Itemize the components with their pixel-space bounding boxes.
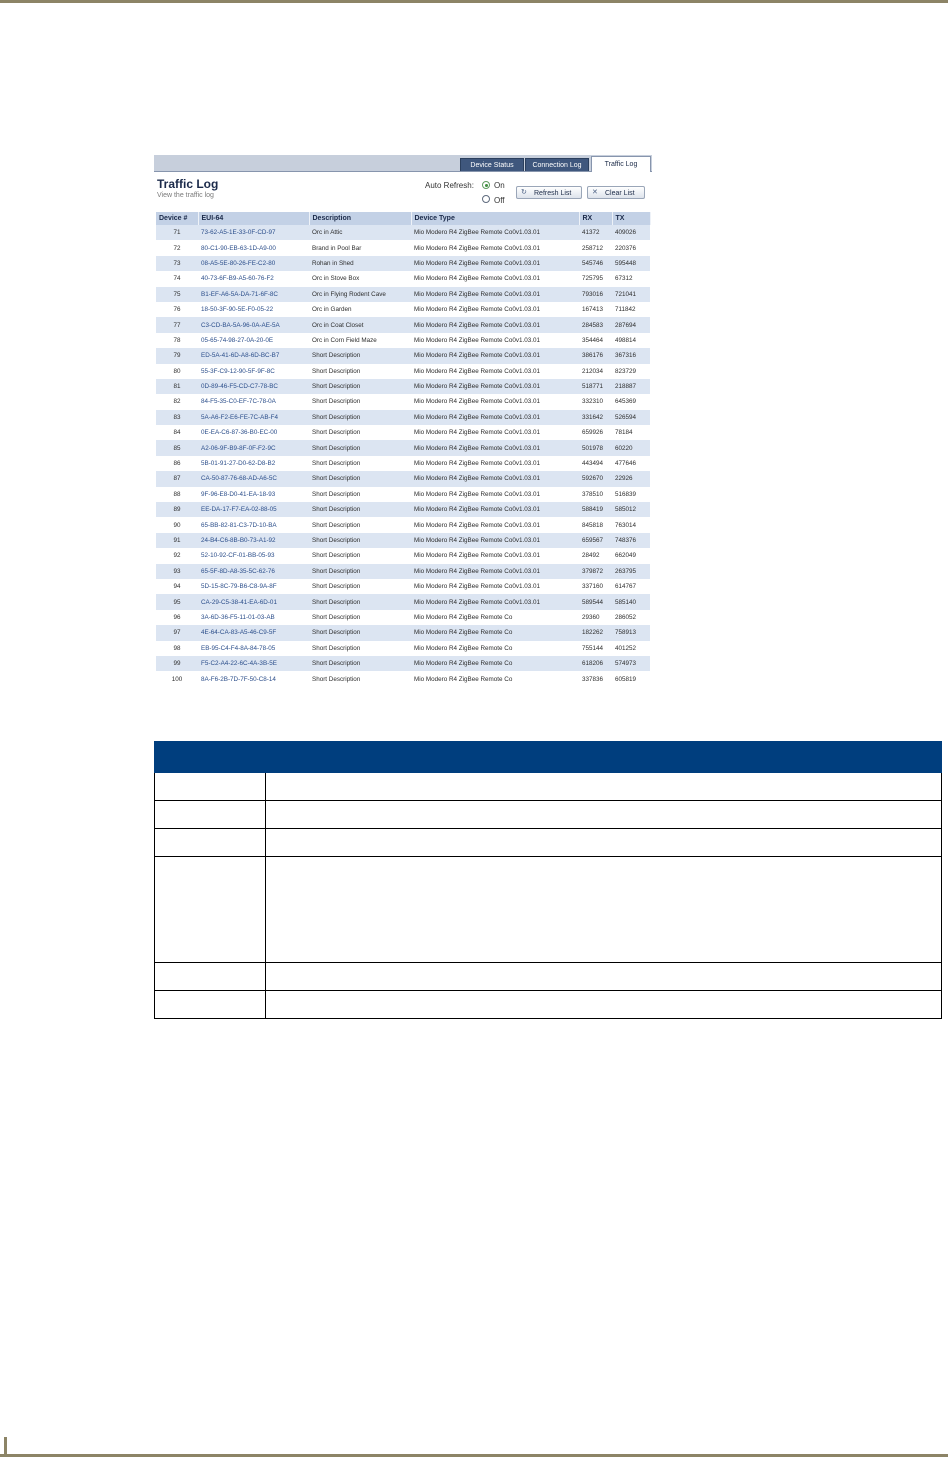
cell-device-number: 99 xyxy=(156,656,198,671)
table-row[interactable] xyxy=(156,440,650,455)
cell-device-number: 82 xyxy=(173,398,181,406)
col-description[interactable]: Description xyxy=(309,212,411,225)
cell-rx: 443494 xyxy=(582,460,604,468)
cell-tx: 67312 xyxy=(615,275,633,283)
cell-rx: 212034 xyxy=(582,367,604,375)
descriptor-label-cell xyxy=(155,963,266,991)
page-subtitle: View the traffic log xyxy=(157,192,214,199)
cell-description: Short Description xyxy=(312,429,361,437)
cell-device-type: Mio Modero R4 ZigBee Remote Co0v1.03.01 xyxy=(414,429,541,437)
table-row[interactable] xyxy=(156,364,650,379)
cell-eui64: 0D-89-46-F5-CD-C7-78-BC xyxy=(198,379,309,394)
cell-eui64: EB-95-C4-F4-8A-84-78-05 xyxy=(201,644,276,652)
cell-description: Orc in Corn Field Maze xyxy=(312,336,377,344)
cell-device-type: Mio Modero R4 ZigBee Remote Co0v1.03.01 xyxy=(411,379,579,394)
cell-description: Short Description xyxy=(312,367,361,375)
cell-device-type: Mio Modero R4 ZigBee Remote Co0v1.03.01 xyxy=(414,336,541,344)
cell-device-type: Mio Modero R4 ZigBee Remote Co0v1.03.01 xyxy=(411,256,579,271)
cell-eui64: 24-B4-C6-8B-B0-73-A1-92 xyxy=(198,533,309,548)
traffic-log-screenshot xyxy=(154,155,652,692)
table-row[interactable] xyxy=(156,394,650,409)
table-row[interactable] xyxy=(156,656,650,671)
cell-description: Short Description xyxy=(309,379,411,394)
cell-rx: 618206 xyxy=(579,656,612,671)
table-row[interactable] xyxy=(156,533,650,548)
cell-device-type: Mio Modero R4 ZigBee Remote Co0v1.03.01 xyxy=(414,490,541,498)
table-row[interactable] xyxy=(156,671,650,686)
cell-tx: 263795 xyxy=(612,564,650,579)
cell-device-number: 80 xyxy=(173,367,181,375)
table-row[interactable] xyxy=(156,271,650,286)
cell-description: Orc in Coat Closet xyxy=(309,317,411,332)
cell-description: Orc in Flying Rodent Cave xyxy=(309,287,411,302)
descriptor-table xyxy=(154,741,942,1019)
table-row[interactable] xyxy=(156,225,650,240)
cell-device-number: 87 xyxy=(156,471,198,486)
cell-device-number: 71 xyxy=(156,225,198,240)
cell-device-type: Mio Modero R4 ZigBee Remote Co0v1.03.01 xyxy=(411,502,579,517)
cell-device-number: 88 xyxy=(173,490,181,498)
table-row[interactable] xyxy=(156,471,650,486)
cell-rx: 845818 xyxy=(582,521,604,529)
cell-device-type: Mio Modero R4 ZigBee Remote Co xyxy=(414,675,513,683)
cell-tx: 748376 xyxy=(612,533,650,548)
cell-description: Short Description xyxy=(312,613,361,621)
cell-eui64: 55-3F-C9-12-90-5F-9F-8C xyxy=(201,367,275,375)
descriptor-row xyxy=(155,773,942,801)
auto-refresh-off-radio[interactable] xyxy=(482,195,490,203)
descriptor-label-cell xyxy=(155,991,266,1019)
cell-description: Short Description xyxy=(309,594,411,609)
table-row[interactable] xyxy=(156,410,650,425)
table-body xyxy=(156,225,650,687)
table-row[interactable] xyxy=(156,517,650,532)
table-row[interactable] xyxy=(156,256,650,271)
cell-tx: 758913 xyxy=(612,625,650,640)
cell-rx: 379872 xyxy=(579,564,612,579)
cell-eui64: F5-C2-A4-22-6C-4A-3B-5E xyxy=(198,656,309,671)
cell-eui64: CA-29-C5-38-41-EA-6D-01 xyxy=(198,594,309,609)
descriptor-value-cell xyxy=(266,963,942,991)
cell-description: Short Description xyxy=(312,644,361,652)
cell-rx: 29360 xyxy=(582,613,600,621)
clear-list-button[interactable] xyxy=(587,186,645,199)
page-title: Traffic Log xyxy=(157,177,219,191)
cell-rx: 337836 xyxy=(582,675,604,683)
cell-device-number: 94 xyxy=(173,583,181,591)
cell-eui64: 18-50-3F-90-5E-F0-05-22 xyxy=(201,306,274,314)
cell-description: Short Description xyxy=(309,471,411,486)
cell-eui64: C3-CD-BA-5A-96-0A-AE-5A xyxy=(198,317,309,332)
cell-rx: 354464 xyxy=(582,336,604,344)
descriptor-row xyxy=(155,801,942,829)
cell-device-type: Mio Modero R4 ZigBee Remote Co0v1.03.01 xyxy=(414,275,541,283)
table-row[interactable] xyxy=(156,240,650,255)
cell-eui64: 80-C1-90-EB-63-1D-A9-00 xyxy=(201,244,276,252)
cell-rx: 659926 xyxy=(582,429,604,437)
cell-device-type: Mio Modero R4 ZigBee Remote Co0v1.03.01 xyxy=(411,348,579,363)
descriptor-label-cell xyxy=(155,773,266,801)
table-row[interactable] xyxy=(156,641,650,656)
cell-device-type: Mio Modero R4 ZigBee Remote Co0v1.03.01 xyxy=(414,552,541,560)
cell-tx: 585012 xyxy=(612,502,650,517)
cell-description: Short Description xyxy=(309,502,411,517)
descriptor-value-cell xyxy=(266,857,942,963)
cell-device-type: Mio Modero R4 ZigBee Remote Co xyxy=(411,625,579,640)
table-row[interactable] xyxy=(156,348,650,363)
cell-tx: 286052 xyxy=(615,613,637,621)
cell-device-type: Mio Modero R4 ZigBee Remote Co0v1.03.01 xyxy=(411,410,579,425)
table-row[interactable] xyxy=(156,333,650,348)
cell-eui64: 5B-01-91-27-D0-62-D8-B2 xyxy=(201,460,276,468)
cell-eui64: CA-50-87-76-68-AD-A6-5C xyxy=(198,471,309,486)
cell-eui64: 52-10-92-CF-01-BB-05-93 xyxy=(201,552,275,560)
cell-device-number: 75 xyxy=(156,287,198,302)
cell-eui64: ED-5A-41-6D-A8-6D-BC-B7 xyxy=(198,348,309,363)
cell-device-number: 93 xyxy=(156,564,198,579)
cell-tx: 218887 xyxy=(612,379,650,394)
cell-description: Orc in Stove Box xyxy=(312,275,360,283)
refresh-list-button[interactable] xyxy=(516,186,582,199)
cell-rx: 332310 xyxy=(582,398,604,406)
table-row[interactable] xyxy=(156,502,650,517)
clear-list-label: Clear List xyxy=(605,190,635,197)
table-row[interactable] xyxy=(156,564,650,579)
cell-tx: 721041 xyxy=(612,287,650,302)
descriptor-value-cell xyxy=(266,801,942,829)
col-eui64[interactable]: EUI-64 xyxy=(198,212,309,225)
cell-tx: 574973 xyxy=(612,656,650,671)
cell-description: Short Description xyxy=(309,410,411,425)
cell-rx: 386176 xyxy=(579,348,612,363)
cell-eui64: 4E-64-CA-83-A5-46-C9-5F xyxy=(198,625,309,640)
cell-rx: 588419 xyxy=(579,502,612,517)
cell-rx: 501978 xyxy=(579,440,612,455)
descriptor-label-cell xyxy=(155,801,266,829)
auto-refresh-off-label: Off xyxy=(494,196,505,205)
cell-device-type: Mio Modero R4 ZigBee Remote Co0v1.03.01 xyxy=(414,306,541,314)
auto-refresh-label: Auto Refresh: xyxy=(425,181,474,190)
cell-device-type: Mio Modero R4 ZigBee Remote Co0v1.03.01 xyxy=(414,367,541,375)
cell-device-number: 73 xyxy=(156,256,198,271)
table-row[interactable] xyxy=(156,317,650,332)
cell-eui64: 8A-F6-2B-7D-7F-50-C8-14 xyxy=(201,675,276,683)
descriptor-table-header xyxy=(155,742,942,773)
cell-rx: 337160 xyxy=(582,583,604,591)
cell-rx: 331642 xyxy=(579,410,612,425)
cell-device-number: 86 xyxy=(173,460,181,468)
descriptor-value-cell xyxy=(266,829,942,857)
cell-device-type: Mio Modero R4 ZigBee Remote Co0v1.03.01 xyxy=(411,564,579,579)
cell-rx: 518771 xyxy=(579,379,612,394)
descriptor-row xyxy=(155,829,942,857)
cell-device-number: 81 xyxy=(156,379,198,394)
cell-device-number: 78 xyxy=(173,336,181,344)
cell-device-number: 92 xyxy=(173,552,181,560)
cell-tx: 585140 xyxy=(612,594,650,609)
tab-device-status[interactable]: Device Status xyxy=(460,158,524,171)
cell-tx: 477646 xyxy=(615,460,637,468)
cell-tx: 662049 xyxy=(615,552,637,560)
auto-refresh-on-radio[interactable] xyxy=(482,181,490,189)
table-row[interactable] xyxy=(156,379,650,394)
cell-tx: 823729 xyxy=(615,367,637,375)
cell-device-type: Mio Modero R4 ZigBee Remote Co0v1.03.01 xyxy=(411,287,579,302)
descriptor-value-cell xyxy=(266,773,942,801)
cell-description: Brand in Pool Bar xyxy=(312,244,362,252)
cell-description: Short Description xyxy=(309,348,411,363)
cell-description: Short Description xyxy=(312,552,361,560)
cell-tx: 614767 xyxy=(615,583,637,591)
cell-device-number: 77 xyxy=(156,317,198,332)
cell-eui64: A2-06-9F-B9-8F-0F-F2-9C xyxy=(198,440,309,455)
cell-device-type: Mio Modero R4 ZigBee Remote Co xyxy=(414,613,513,621)
cell-device-number: 79 xyxy=(156,348,198,363)
cell-description: Short Description xyxy=(309,533,411,548)
cell-tx: 763014 xyxy=(615,521,637,529)
cell-device-number: 76 xyxy=(173,306,181,314)
cell-device-type: Mio Modero R4 ZigBee Remote Co0v1.03.01 xyxy=(411,440,579,455)
refresh-icon: ↻ xyxy=(521,189,527,196)
cell-description: Short Description xyxy=(312,460,361,468)
refresh-list-label: Refresh List xyxy=(534,190,572,197)
cell-device-type: Mio Modero R4 ZigBee Remote Co0v1.03.01 xyxy=(411,533,579,548)
cell-rx: 378510 xyxy=(582,490,604,498)
cell-eui64: 5A-A6-F2-E6-FE-7C-AB-F4 xyxy=(198,410,309,425)
cell-tx: 711842 xyxy=(615,306,636,314)
cell-device-number: 84 xyxy=(173,429,181,437)
table-row[interactable] xyxy=(156,579,650,594)
cell-device-number: 72 xyxy=(173,244,181,252)
cell-tx: 605819 xyxy=(615,675,637,683)
table-row[interactable] xyxy=(156,302,650,317)
cell-device-type: Mio Modero R4 ZigBee Remote Co0v1.03.01 xyxy=(414,460,541,468)
clear-icon: ✕ xyxy=(592,189,598,196)
cell-rx: 589544 xyxy=(579,594,612,609)
cell-tx: 401252 xyxy=(615,644,637,652)
cell-device-type: Mio Modero R4 ZigBee Remote Co0v1.03.01 xyxy=(411,594,579,609)
cell-tx: 516839 xyxy=(615,490,637,498)
traffic-log-table xyxy=(156,212,651,687)
tab-connection-log[interactable]: Connection Log xyxy=(525,158,589,171)
cell-eui64: B1-EF-A6-5A-DA-71-6F-8C xyxy=(198,287,309,302)
cell-tx: 526594 xyxy=(612,410,650,425)
col-rx[interactable]: RX xyxy=(579,212,612,225)
top-rule xyxy=(0,0,948,3)
cell-rx: 725795 xyxy=(582,275,604,283)
cell-rx: 284583 xyxy=(579,317,612,332)
cell-description: Short Description xyxy=(309,564,411,579)
cell-device-type: Mio Modero R4 ZigBee Remote Co0v1.03.01 xyxy=(414,521,541,529)
cell-device-number: 98 xyxy=(173,644,181,652)
cell-eui64: 5D-15-8C-79-B6-C8-9A-8F xyxy=(201,583,277,591)
cell-eui64: 65-BB-82-81-C3-7D-10-BA xyxy=(201,521,277,529)
cell-device-type: Mio Modero R4 ZigBee Remote Co0v1.03.01 xyxy=(411,225,579,240)
cell-rx: 182262 xyxy=(579,625,612,640)
cell-tx: 645369 xyxy=(615,398,637,406)
cell-rx: 592670 xyxy=(579,471,612,486)
descriptor-value-cell xyxy=(266,991,942,1019)
cell-eui64: 84-F5-35-C0-EF-7C-78-0A xyxy=(201,398,276,406)
cell-rx: 793016 xyxy=(579,287,612,302)
descriptor-row xyxy=(155,963,942,991)
table-row[interactable] xyxy=(156,548,650,563)
cell-description: Short Description xyxy=(312,490,361,498)
col-device-type[interactable]: Device Type xyxy=(411,212,579,225)
cell-eui64: 08-A5-5E-80-26-FE-C2-80 xyxy=(198,256,309,271)
cell-device-type: Mio Modero R4 ZigBee Remote Co xyxy=(414,644,513,652)
col-tx[interactable]: TX xyxy=(612,212,650,225)
cell-description: Rohan in Shed xyxy=(309,256,411,271)
cell-eui64: 9F-96-E8-D0-41-EA-18-93 xyxy=(201,490,276,498)
cell-eui64: EE-DA-17-F7-EA-02-88-05 xyxy=(198,502,309,517)
table-header-row xyxy=(156,212,650,225)
cell-eui64: 3A-6D-36-F5-11-01-03-AB xyxy=(201,613,275,621)
cell-tx: 78184 xyxy=(615,429,633,437)
descriptor-header-cell xyxy=(155,742,942,773)
cell-device-number: 91 xyxy=(156,533,198,548)
bottom-rule xyxy=(0,1454,948,1457)
cell-device-number: 83 xyxy=(156,410,198,425)
descriptor-row xyxy=(155,991,942,1019)
cell-device-number: 100 xyxy=(171,675,183,683)
table-row[interactable] xyxy=(156,425,650,440)
cell-rx: 28492 xyxy=(582,552,600,560)
cell-eui64: 0E-EA-C6-87-36-B0-EC-00 xyxy=(201,429,278,437)
tab-traffic-log[interactable]: Traffic Log xyxy=(591,156,651,172)
descriptor-label-cell xyxy=(155,857,266,963)
cell-device-number: 74 xyxy=(173,275,181,283)
col-device-number[interactable]: Device # xyxy=(156,212,198,225)
cell-rx: 545746 xyxy=(579,256,612,271)
cell-tx: 220376 xyxy=(615,244,637,252)
cell-device-number: 90 xyxy=(173,521,181,529)
cell-description: Short Description xyxy=(309,656,411,671)
cell-rx: 258712 xyxy=(582,244,604,252)
cell-tx: 595448 xyxy=(612,256,650,271)
table-row[interactable] xyxy=(156,456,650,471)
cell-rx: 659567 xyxy=(579,533,612,548)
cell-device-type: Mio Modero R4 ZigBee Remote Co0v1.03.01 xyxy=(414,583,541,591)
table-row[interactable] xyxy=(156,487,650,502)
cell-device-number: 95 xyxy=(156,594,198,609)
cell-description: Short Description xyxy=(312,583,361,591)
cell-device-number: 85 xyxy=(156,440,198,455)
cell-tx: 409026 xyxy=(612,225,650,240)
cell-rx: 755144 xyxy=(582,644,604,652)
cell-device-type: Mio Modero R4 ZigBee Remote Co0v1.03.01 xyxy=(411,317,579,332)
cell-tx: 287694 xyxy=(612,317,650,332)
cell-rx: 41372 xyxy=(579,225,612,240)
cell-description: Short Description xyxy=(312,398,361,406)
cell-device-type: Mio Modero R4 ZigBee Remote Co0v1.03.01 xyxy=(414,398,541,406)
cell-device-number: 89 xyxy=(156,502,198,517)
cell-tx: 498814 xyxy=(615,336,637,344)
cell-device-number: 97 xyxy=(156,625,198,640)
cell-description: Short Description xyxy=(309,440,411,455)
descriptor-row xyxy=(155,857,942,963)
cell-tx: 60220 xyxy=(612,440,650,455)
cell-description: Short Description xyxy=(309,625,411,640)
tab-bar xyxy=(154,155,652,172)
cell-tx: 22926 xyxy=(612,471,650,486)
cell-description: Short Description xyxy=(312,521,361,529)
cell-device-type: Mio Modero R4 ZigBee Remote Co xyxy=(411,656,579,671)
cell-device-type: Mio Modero R4 ZigBee Remote Co0v1.03.01 xyxy=(414,244,541,252)
cell-tx: 367316 xyxy=(612,348,650,363)
cell-eui64: 05-65-74-98-27-0A-20-0E xyxy=(201,336,274,344)
cell-device-number: 96 xyxy=(173,613,181,621)
table-row[interactable] xyxy=(156,287,650,302)
cell-description: Orc in Attic xyxy=(309,225,411,240)
cell-eui64: 73-62-A5-1E-33-0F-CD-97 xyxy=(198,225,309,240)
table-row[interactable] xyxy=(156,610,650,625)
cell-eui64: 65-5F-8D-A8-35-5C-62-76 xyxy=(198,564,309,579)
auto-refresh-on-label: On xyxy=(494,181,505,190)
cell-eui64: 40-73-6F-B9-A5-60-76-F2 xyxy=(201,275,274,283)
cell-rx: 167413 xyxy=(582,306,604,314)
cell-description: Orc in Garden xyxy=(312,306,352,314)
table-row[interactable] xyxy=(156,594,650,609)
table-row[interactable] xyxy=(156,625,650,640)
page-corner-tick xyxy=(4,1437,7,1455)
cell-description: Short Description xyxy=(312,675,361,683)
cell-device-type: Mio Modero R4 ZigBee Remote Co0v1.03.01 xyxy=(411,471,579,486)
descriptor-label-cell xyxy=(155,829,266,857)
